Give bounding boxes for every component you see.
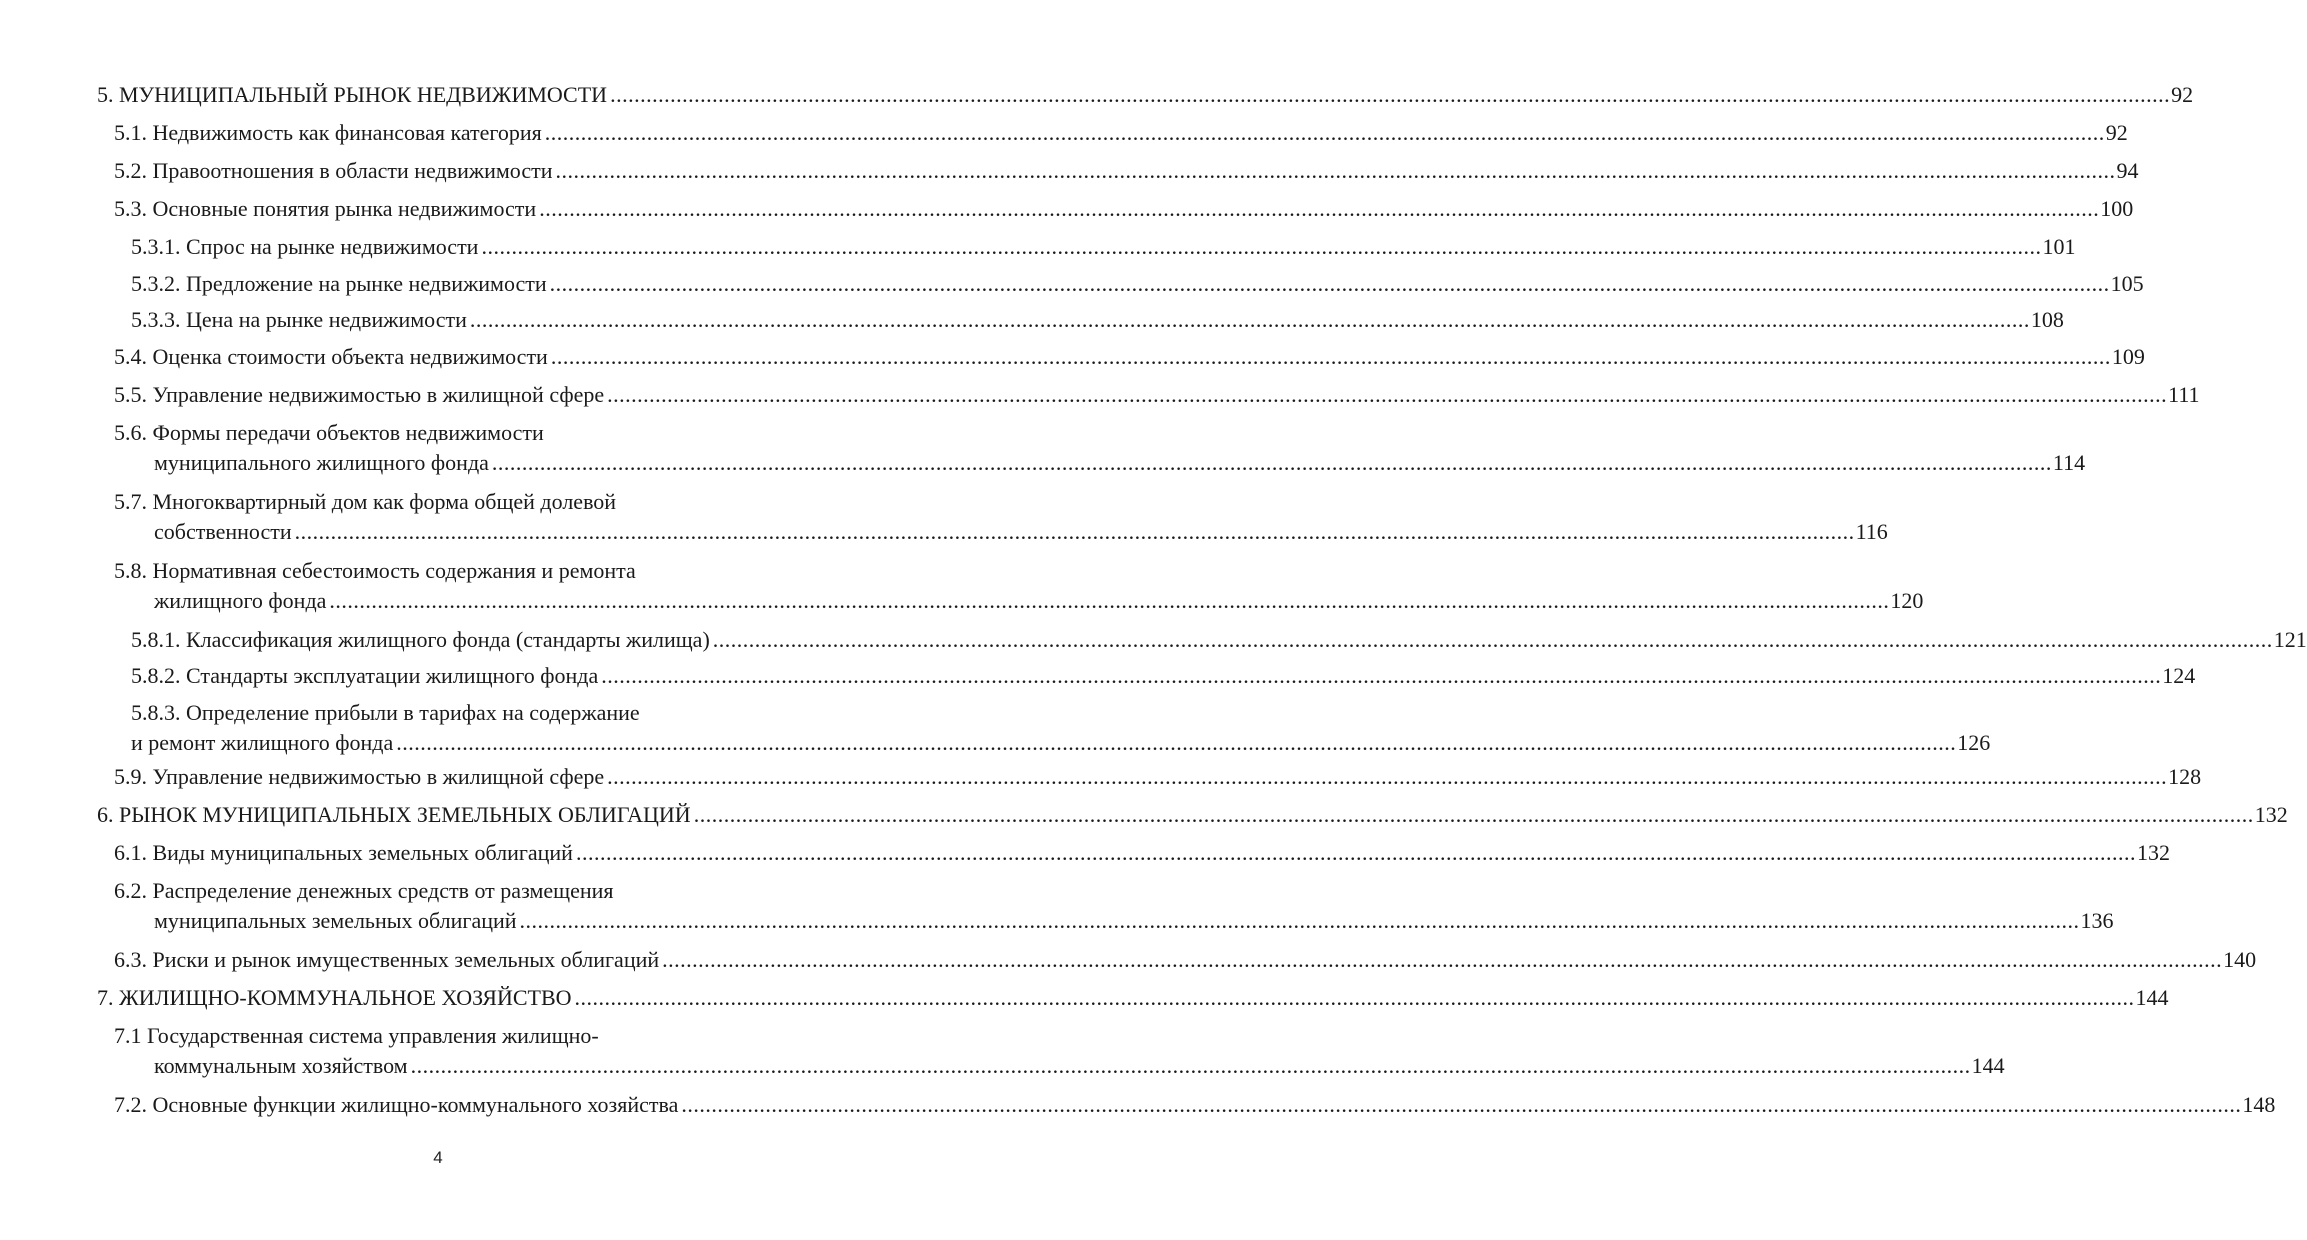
toc-line <box>114 194 2134 224</box>
toc-entry-title: 5.7. Многоквартирный дом как форма общей долевой <box>114 489 617 514</box>
toc-line <box>114 1021 778 1051</box>
toc-line <box>114 1051 2005 1081</box>
toc-entry-title: и ремонт жилищного фонда <box>131 730 394 755</box>
toc-entry-title: собственности <box>154 519 292 544</box>
toc-entry-title: 5.3.3. Цена на рынке недвижимости <box>131 307 467 332</box>
toc-page-number: 92 <box>2105 120 2128 145</box>
toc-line <box>131 269 2144 299</box>
dot-leader: .................................................................................................................................................................................................................................................................... <box>544 120 2105 145</box>
page-number: 4 <box>433 1148 443 1167</box>
toc-line <box>131 698 778 728</box>
toc-line <box>131 305 2064 335</box>
toc-line <box>114 586 1924 616</box>
toc-line <box>114 1090 2276 1120</box>
toc-entry-title: 5.6. Формы передачи объектов недвижимости <box>114 420 544 445</box>
dot-leader: .................................................................................................................................................................................................................................................................... <box>329 588 1890 613</box>
dot-leader: .................................................................................................................................................................................................................................................................... <box>693 802 2254 827</box>
toc-page-number: 94 <box>2116 158 2139 183</box>
toc-line <box>114 342 2145 372</box>
toc-entry-title: 6.1. Виды муниципальных земельных облигаций <box>114 840 573 865</box>
toc-entry-title: 5. МУНИЦИПАЛЬНЫЙ РЫНОК НЕДВИЖИМОСТИ <box>97 82 608 107</box>
toc-entry-title: 7.1 Государственная система управления жилищно- <box>114 1023 599 1048</box>
toc-page-number: 132 <box>2254 802 2288 827</box>
toc-entry-title: 5.1. Недвижимость как финансовая категория <box>114 120 542 145</box>
toc-entry <box>114 762 2202 792</box>
toc-line <box>114 906 2114 936</box>
toc-entry <box>114 418 2086 478</box>
toc-entry-title: 7.2. Основные функции жилищно-коммунального хозяйства <box>114 1092 679 1117</box>
toc-entry <box>131 661 2196 691</box>
toc-entry-title: 6.3. Риски и рынок имущественных земельных облигаций <box>114 947 660 972</box>
toc-entry-title: муниципальных земельных облигаций <box>154 908 517 933</box>
toc-page-number: 101 <box>2042 234 2076 259</box>
toc-entry <box>114 380 2200 410</box>
toc-entry-title: жилищного фонда <box>154 588 327 613</box>
toc-entry-title: 5.5. Управление недвижимостью в жилищной сфере <box>114 382 605 407</box>
toc-page-number: 144 <box>2135 985 2169 1010</box>
dot-leader: .................................................................................................................................................................................................................................................................... <box>574 985 2135 1010</box>
dot-leader: .................................................................................................................................................................................................................................................................... <box>607 382 2168 407</box>
toc-entry <box>131 305 2064 335</box>
toc-line <box>131 625 2307 655</box>
toc-page-number: 109 <box>2111 344 2145 369</box>
dot-leader: .................................................................................................................................................................................................................................................................... <box>539 196 2100 221</box>
toc-page-number: 105 <box>2110 271 2144 296</box>
toc-page-number: 92 <box>2171 82 2194 107</box>
toc-entry <box>114 838 2170 868</box>
toc-entry <box>114 876 2114 936</box>
toc-entry <box>114 1090 2276 1120</box>
toc-entry-title: 5.8.1. Классификация жилищного фонда (стандарты жилища) <box>131 627 710 652</box>
toc-page-number: 121 <box>2273 627 2307 652</box>
dot-leader: .................................................................................................................................................................................................................................................................... <box>712 627 2273 652</box>
toc-entry <box>97 80 2194 110</box>
dot-leader: .................................................................................................................................................................................................................................................................... <box>491 450 2052 475</box>
dot-leader: .................................................................................................................................................................................................................................................................... <box>519 908 2080 933</box>
toc-entry <box>131 232 2076 262</box>
toc-entry-title: 5.8.2. Стандарты эксплуатации жилищного фонда <box>131 663 599 688</box>
toc-entry-title: 5.3. Основные понятия рынка недвижимости <box>114 196 537 221</box>
toc-entry <box>97 800 2288 830</box>
toc-line <box>97 80 2194 110</box>
toc-entry-title: 5.8. Нормативная себестоимость содержания и ремонта <box>114 558 636 583</box>
toc-page-number: 111 <box>2168 382 2200 407</box>
toc-entry-title: 5.8.3. Определение прибыли в тарифах на содержание <box>131 700 640 725</box>
toc-entry-title: 5.2. Правоотношения в области недвижимости <box>114 158 553 183</box>
toc-line <box>131 661 2196 691</box>
toc-line <box>114 838 2170 868</box>
toc-entry <box>97 983 2169 1013</box>
toc-entry-title: 6.2. Распределение денежных средств от размещения <box>114 878 614 903</box>
toc-page-number: 136 <box>2080 908 2114 933</box>
toc-line <box>114 156 2139 186</box>
toc-page-number: 140 <box>2223 947 2257 972</box>
toc-entry <box>114 156 2139 186</box>
dot-leader: .................................................................................................................................................................................................................................................................... <box>681 1092 2242 1117</box>
toc-entry <box>114 118 2128 148</box>
toc-entry <box>131 269 2144 299</box>
toc-page-number: 144 <box>1971 1053 2005 1078</box>
toc-entry-title: 7. ЖИЛИЩНО-КОММУНАЛЬНОЕ ХОЗЯЙСТВО <box>97 985 572 1010</box>
dot-leader: .................................................................................................................................................................................................................................................................... <box>481 234 2042 259</box>
toc-entry <box>114 342 2145 372</box>
toc-page-number: 128 <box>2168 764 2202 789</box>
dot-leader: .................................................................................................................................................................................................................................................................... <box>549 271 2110 296</box>
dot-leader: .................................................................................................................................................................................................................................................................... <box>555 158 2116 183</box>
toc-page-number: 120 <box>1890 588 1924 613</box>
toc-line <box>114 487 778 517</box>
toc-entry <box>131 698 1991 758</box>
toc-entry <box>114 1021 2005 1081</box>
toc-page-number: 108 <box>2030 307 2064 332</box>
toc-line <box>114 762 2202 792</box>
toc-entry-title: 6. РЫНОК МУНИЦИПАЛЬНЫХ ЗЕМЕЛЬНЫХ ОБЛИГАЦИЙ <box>97 802 691 827</box>
dot-leader: .................................................................................................................................................................................................................................................................... <box>610 82 2171 107</box>
toc-page-number: 100 <box>2100 196 2134 221</box>
toc-entry <box>114 945 2257 975</box>
dot-leader: .................................................................................................................................................................................................................................................................... <box>550 344 2111 369</box>
toc-entry-title: коммунальным хозяйством <box>154 1053 408 1078</box>
toc-entry <box>114 556 1924 616</box>
toc-line <box>114 517 1888 547</box>
toc-page-number: 114 <box>2052 450 2086 475</box>
toc-entry-title: 5.3.2. Предложение на рынке недвижимости <box>131 271 547 296</box>
dot-leader: .................................................................................................................................................................................................................................................................... <box>575 840 2136 865</box>
dot-leader: .................................................................................................................................................................................................................................................................... <box>469 307 2030 332</box>
dot-leader: .................................................................................................................................................................................................................................................................... <box>410 1053 1971 1078</box>
toc-entry-title: муниципального жилищного фонда <box>154 450 489 475</box>
toc-entry <box>114 487 1888 547</box>
dot-leader: .................................................................................................................................................................................................................................................................... <box>601 663 2162 688</box>
toc-page-number: 126 <box>1957 730 1991 755</box>
toc-page-number: 124 <box>2162 663 2196 688</box>
toc-line <box>114 556 778 586</box>
toc-line <box>97 800 2288 830</box>
toc-line <box>114 418 778 448</box>
toc-page-number: 116 <box>1855 519 1888 544</box>
toc-line <box>114 380 2200 410</box>
dot-leader: .................................................................................................................................................................................................................................................................... <box>294 519 1855 544</box>
dot-leader: .................................................................................................................................................................................................................................................................... <box>396 730 1957 755</box>
toc-entry-title: 5.9. Управление недвижимостью в жилищной сфере <box>114 764 605 789</box>
dot-leader: .................................................................................................................................................................................................................................................................... <box>607 764 2168 789</box>
toc-line <box>131 728 1991 758</box>
toc-entry-title: 5.4. Оценка стоимости объекта недвижимости <box>114 344 548 369</box>
toc-line <box>114 448 2086 478</box>
toc-line <box>97 983 2169 1013</box>
toc-entry <box>131 625 2307 655</box>
toc-entry <box>114 194 2134 224</box>
toc-line <box>114 118 2128 148</box>
toc-entry-title: 5.3.1. Спрос на рынке недвижимости <box>131 234 479 259</box>
toc-line <box>114 876 778 906</box>
toc-page-number: 148 <box>2242 1092 2276 1117</box>
toc-line <box>131 232 2076 262</box>
dot-leader: .................................................................................................................................................................................................................................................................... <box>662 947 2223 972</box>
toc-line <box>114 945 2257 975</box>
toc-page-number: 132 <box>2136 840 2170 865</box>
